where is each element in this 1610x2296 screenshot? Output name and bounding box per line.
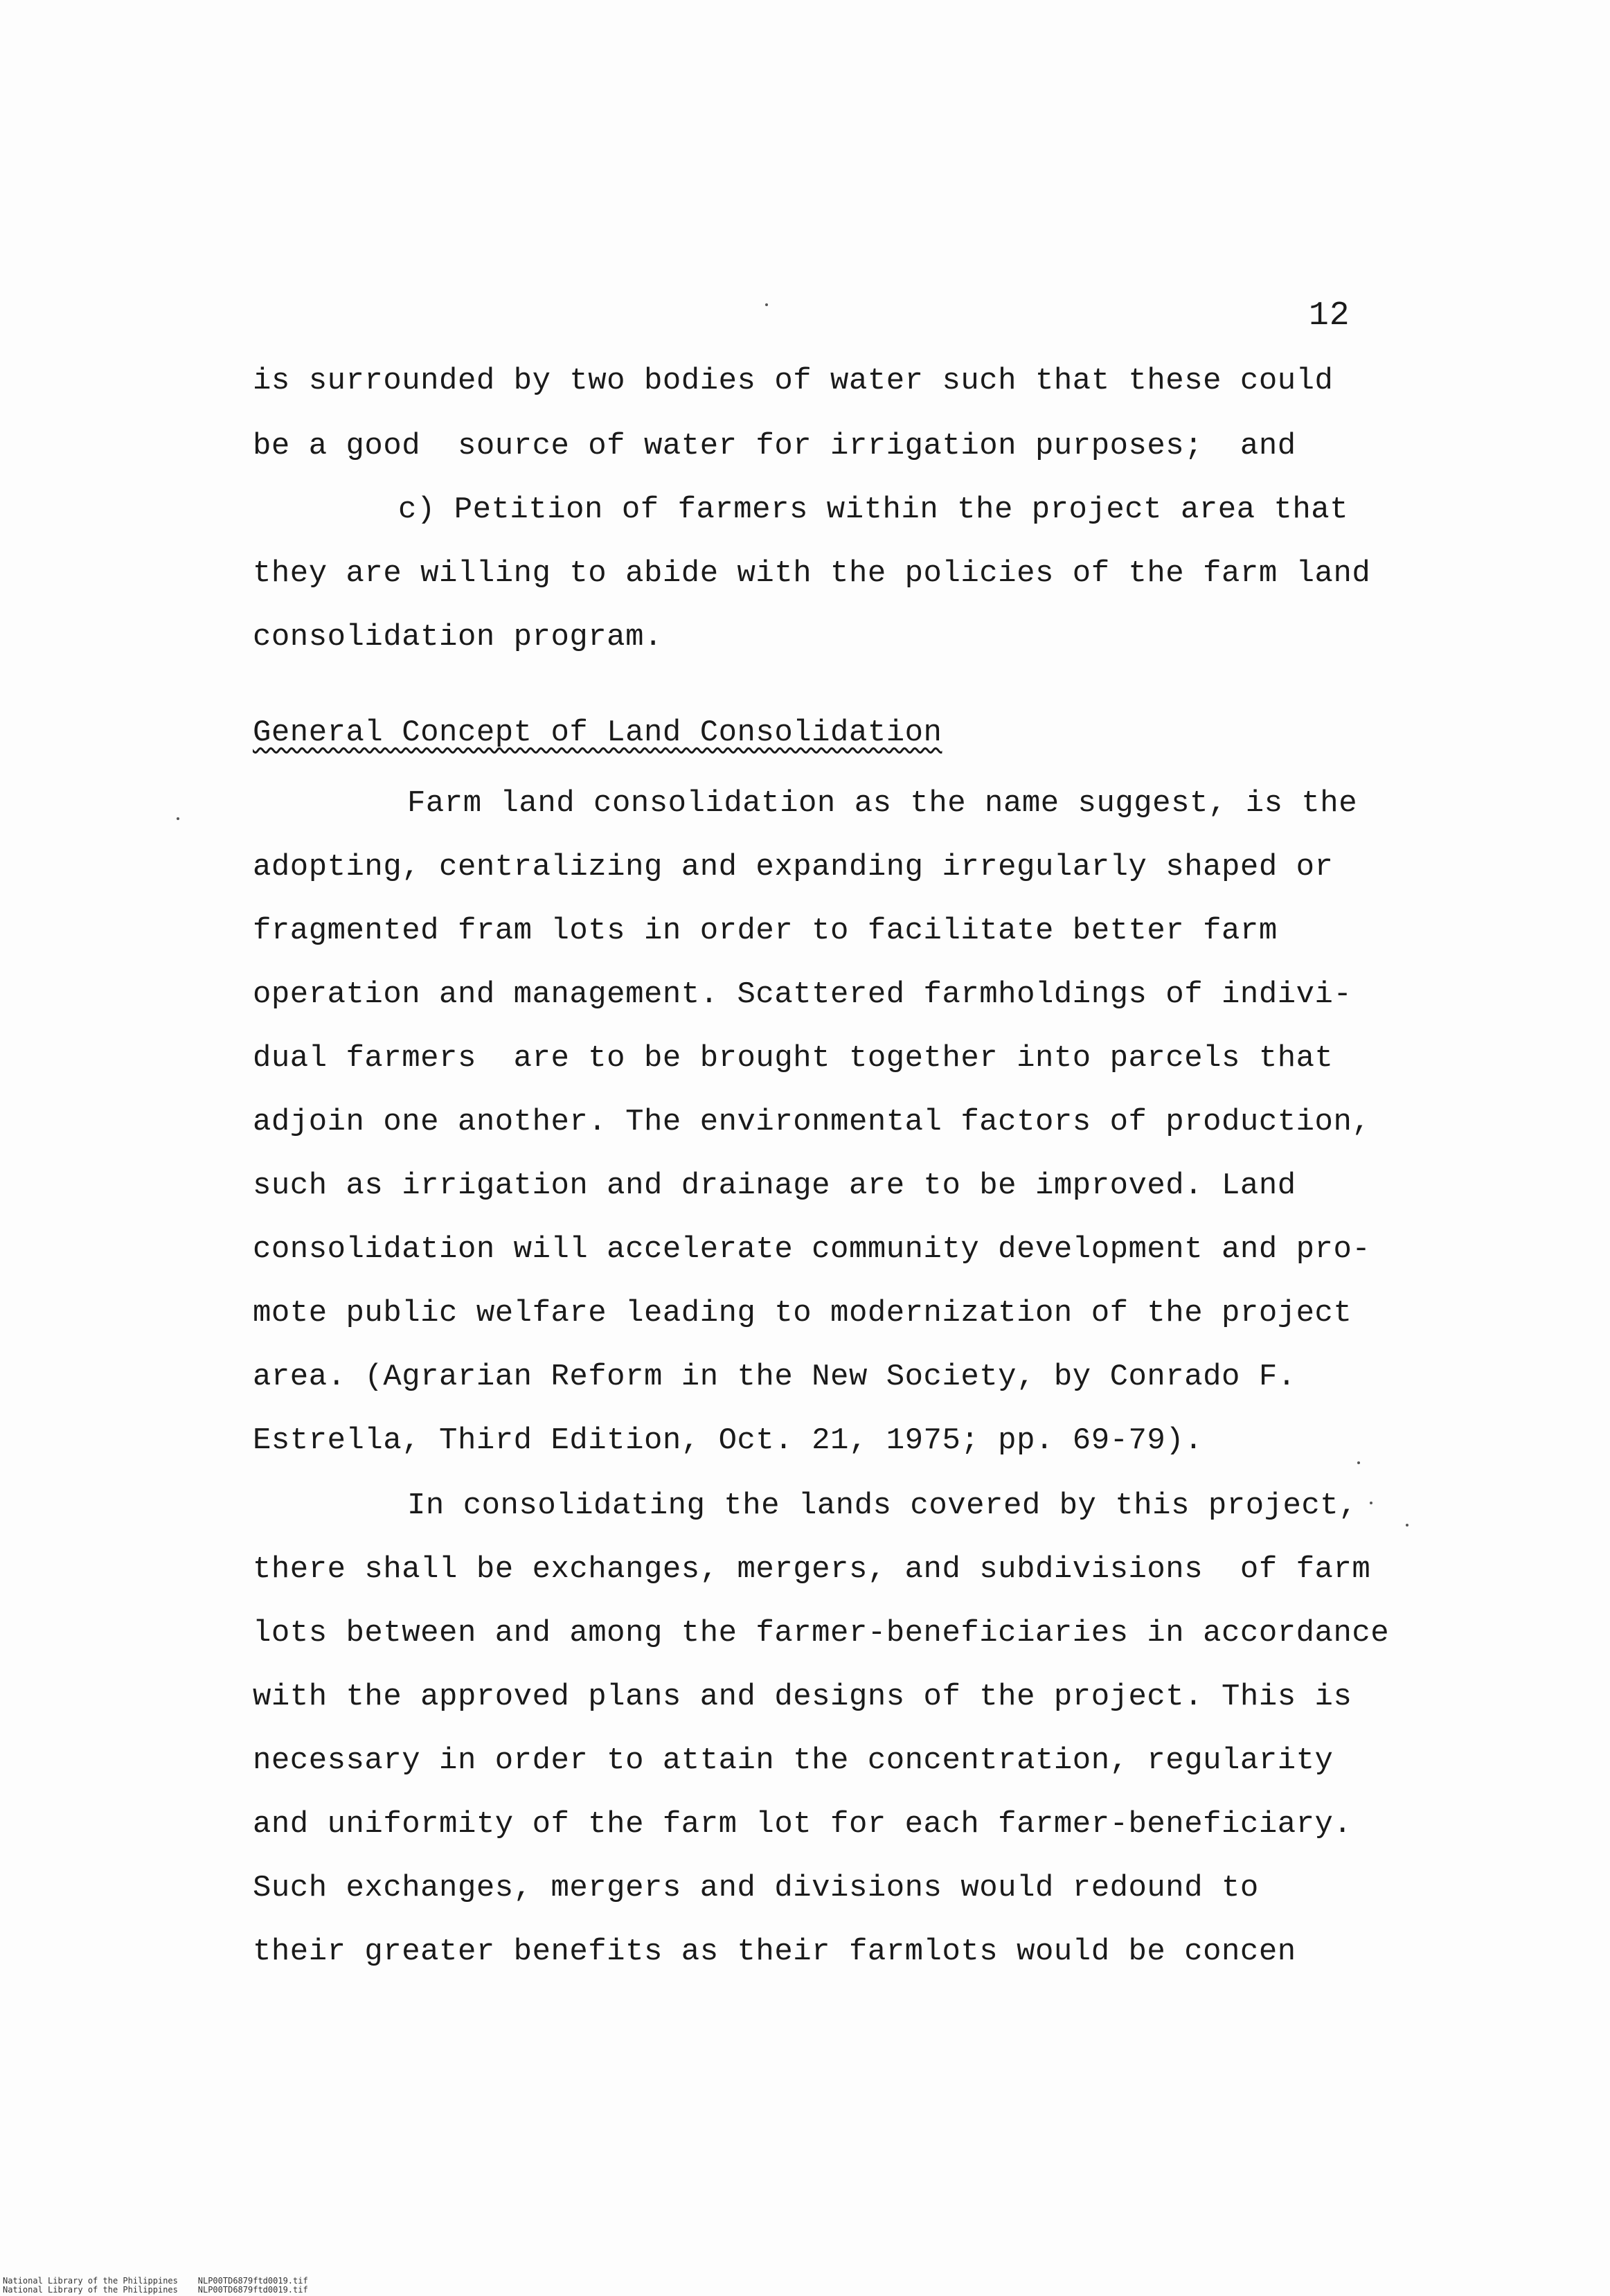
scan-speck: [1357, 1461, 1360, 1464]
text-line: Farm land consolidation as the name suggest, is the: [407, 786, 1358, 821]
footer-stamp: National Library of the Philippines NLP00TD6879ftd0019.tif: [3, 2285, 308, 2295]
section-heading: General Concept of Land Consolidation: [253, 715, 942, 750]
text-line: necessary in order to attain the concentration, regularity: [253, 1743, 1334, 1778]
page-number: 12: [1309, 297, 1350, 335]
text-line: they are willing to abide with the policies of the farm land: [253, 556, 1371, 591]
text-line: consolidation program.: [253, 620, 663, 655]
text-line: there shall be exchanges, mergers, and subdivisions of farm: [253, 1552, 1371, 1587]
text-line: adopting, centralizing and expanding irregularly shaped or: [253, 850, 1334, 884]
text-line: be a good source of water for irrigation purposes; and: [253, 429, 1296, 463]
text-line: c) Petition of farmers within the project area that: [398, 492, 1349, 527]
text-line: their greater benefits as their farmlots would be concen: [253, 1934, 1296, 1969]
text-line: Such exchanges, mergers and divisions would redound to: [253, 1871, 1259, 1905]
text-line: adjoin one another. The environmental factors of production,: [253, 1105, 1371, 1139]
text-line: mote public welfare leading to modernization of the project: [253, 1296, 1352, 1331]
text-line: fragmented fram lots in order to facilitate better farm: [253, 914, 1278, 948]
text-line: with the approved plans and designs of the project. This is: [253, 1680, 1352, 1714]
text-line: and uniformity of the farm lot for each farmer-beneficiary.: [253, 1807, 1352, 1842]
text-line: area. (Agrarian Reform in the New Society, by Conrado F.: [253, 1360, 1296, 1394]
scan-speck: [1370, 1502, 1372, 1504]
scan-speck: [1406, 1524, 1408, 1527]
text-line: consolidation will accelerate community development and pro-: [253, 1232, 1371, 1267]
text-line: operation and management. Scattered farmholdings of indivi-: [253, 977, 1352, 1012]
text-line: In consolidating the lands covered by this project,: [407, 1488, 1358, 1523]
text-line: lots between and among the farmer-beneficiaries in accordance: [253, 1616, 1390, 1650]
scan-speck: [765, 303, 768, 306]
scan-speck: [177, 817, 179, 820]
footer-stamp: National Library of the Philippines NLP00TD6879ftd0019.tif: [3, 2276, 308, 2286]
text-line: is surrounded by two bodies of water such that these could: [253, 364, 1334, 398]
text-line: dual farmers are to be brought together into parcels that: [253, 1041, 1334, 1076]
text-line: such as irrigation and drainage are to be improved. Land: [253, 1168, 1296, 1203]
text-line: Estrella, Third Edition, Oct. 21, 1975; pp. 69-79).: [253, 1423, 1204, 1458]
